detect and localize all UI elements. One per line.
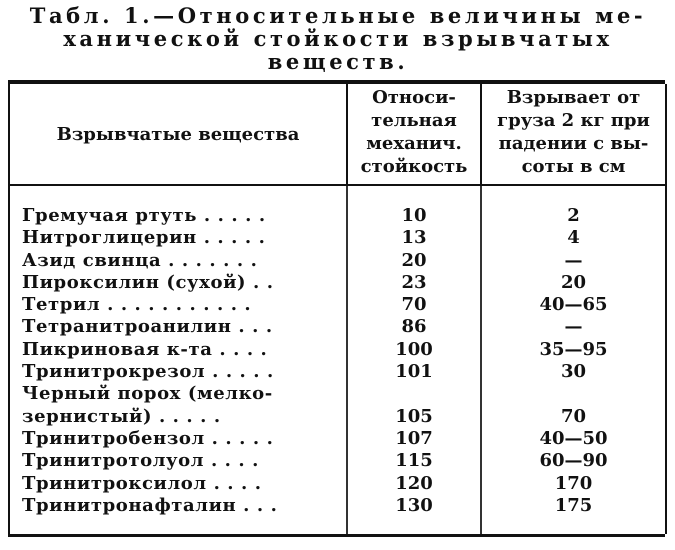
stability-value: 130 xyxy=(395,494,433,516)
header-drop-line: соты в см xyxy=(521,156,626,177)
table-bottom-rule xyxy=(8,534,665,537)
drop-height-value: — xyxy=(564,249,583,271)
stability-value: 23 xyxy=(401,271,427,293)
table-row xyxy=(10,495,665,517)
substance-name: Черный порох (мелко-зернистый) . . . . . xyxy=(22,383,273,427)
table-body xyxy=(10,205,665,517)
header-substance: Взрывчатые вещества xyxy=(56,124,300,145)
table-row xyxy=(10,294,665,316)
drop-height-value: 70 xyxy=(560,405,587,427)
stability-value: 107 xyxy=(395,427,433,449)
header-stability-line: Относи- xyxy=(372,87,456,108)
table-row xyxy=(10,383,665,428)
caption-line-3: веществ. xyxy=(267,49,409,74)
substance-name: Гремучая ртуть . . . . . xyxy=(22,205,266,226)
drop-height-value: 4 xyxy=(567,227,580,249)
stability-value: 13 xyxy=(401,227,427,249)
drop-height-value: 175 xyxy=(554,494,593,516)
drop-height-value: 40—65 xyxy=(539,294,608,316)
drop-height-value: 40—50 xyxy=(539,427,608,449)
drop-height-value: 20 xyxy=(560,271,587,293)
header-stability xyxy=(348,86,480,178)
caption-line-2: ханической стойкости взрывчатых xyxy=(63,26,613,51)
caption-line-1: Табл. 1.—Относительные величины ме- xyxy=(29,3,647,28)
table-right-border xyxy=(665,84,667,534)
table-top-rule xyxy=(8,80,665,84)
drop-height-value: 2 xyxy=(567,205,580,226)
stability-value: 120 xyxy=(395,472,433,494)
stability-value: 70 xyxy=(401,294,427,316)
stability-value: 10 xyxy=(401,205,427,226)
stability-value: 101 xyxy=(395,361,433,383)
table-row xyxy=(10,250,665,272)
drop-height-value: 170 xyxy=(554,472,593,494)
stability-value: 105 xyxy=(395,405,433,427)
header-stability-line: тельная xyxy=(371,110,457,131)
drop-height-value: — xyxy=(564,316,583,338)
header-stability-line: стойкость xyxy=(360,156,468,177)
substance-name: Тетрил . . . . . . . . . . . xyxy=(22,294,252,316)
substance-name: Пироксилин (сухой) . . xyxy=(22,271,274,293)
substance-name: Пикриновая к-та . . . . xyxy=(22,338,268,360)
table-row xyxy=(10,316,665,338)
substance-name: Азид свинца . . . . . . . xyxy=(22,249,258,271)
table-row xyxy=(10,339,665,361)
table-row xyxy=(10,205,665,227)
table-row xyxy=(10,473,665,495)
stability-value: 86 xyxy=(401,316,427,338)
substance-name: Тринитроксилол . . . . xyxy=(22,472,262,494)
header-bottom-rule xyxy=(8,184,665,186)
table-row xyxy=(10,361,665,383)
drop-height-value: 60—90 xyxy=(539,450,608,472)
substance-name: Тринитрокрезол . . . . . xyxy=(22,361,274,383)
stability-value: 20 xyxy=(401,249,427,271)
header-drop-height xyxy=(482,86,665,178)
table-row xyxy=(10,227,665,249)
table-caption xyxy=(8,4,668,73)
table-row xyxy=(10,272,665,294)
drop-height-value: 35—95 xyxy=(539,338,608,360)
header-drop-line: Взрывает от xyxy=(506,87,641,108)
header-drop-line: груза 2 кг при xyxy=(497,110,650,131)
stability-value: 115 xyxy=(395,450,433,472)
header-stability-line: механич. xyxy=(366,133,462,154)
substance-name: Тринитронафталин . . . xyxy=(22,494,278,516)
stability-value: 100 xyxy=(395,338,433,360)
substance-name: Нитроглицерин . . . . . xyxy=(22,227,266,249)
header-drop-line: падении с вы- xyxy=(498,133,649,154)
substance-name: Тринитротолуол . . . . xyxy=(22,450,260,472)
substance-name: Тринитробензол . . . . . xyxy=(22,427,274,449)
substance-name: Тетранитроанилин . . . xyxy=(22,316,273,338)
drop-height-value: 30 xyxy=(560,361,587,383)
table-row xyxy=(10,450,665,472)
table-row xyxy=(10,428,665,450)
